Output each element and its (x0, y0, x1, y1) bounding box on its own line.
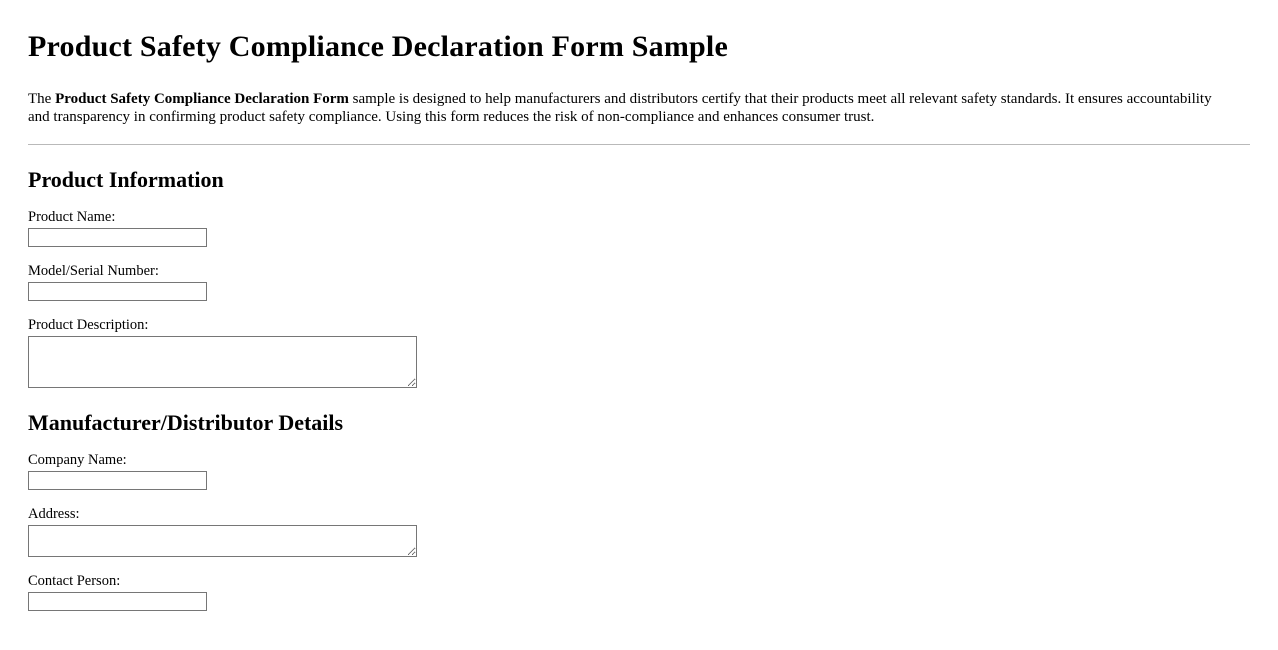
field-label-product-name: Product Name: (28, 209, 116, 225)
intro-text-before: The (28, 91, 56, 107)
product-name-input[interactable] (28, 228, 207, 247)
intro-paragraph (28, 90, 1228, 126)
field-product-description (28, 317, 1250, 388)
intro-text-after: sample is designed to help manufacturers and distributors certify that their products meet all relevant safety standards. It ensures accountability and transparency in confirming product safety compliance. Using this form reduces the risk of non-compliance and enhances consumer trust. (28, 91, 1212, 125)
field-product-name (28, 209, 1250, 247)
field-address (28, 506, 1250, 557)
company-name-input[interactable] (28, 471, 207, 490)
field-model-serial-number (28, 263, 1250, 301)
field-company-name (28, 452, 1250, 490)
page-title: Product Safety Compliance Declaration Form Sample (28, 30, 728, 63)
model-serial-number-input[interactable] (28, 282, 207, 301)
field-label-contact-person: Contact Person: (28, 573, 121, 589)
field-label-company-name: Company Name: (28, 452, 127, 468)
intro-text-bold: Product Safety Compliance Declaration Form (55, 91, 349, 107)
field-label-address: Address: (28, 506, 80, 522)
field-label-model-serial-number: Model/Serial Number: (28, 263, 159, 279)
section-heading-manufacturer-distributor-details: Manufacturer/Distributor Details (28, 410, 344, 435)
divider (28, 144, 1250, 145)
field-contact-person (28, 573, 1250, 611)
field-label-product-description: Product Description: (28, 317, 149, 333)
address-textarea[interactable] (28, 525, 417, 557)
contact-person-input[interactable] (28, 592, 207, 611)
section-heading-product-information: Product Information (28, 167, 224, 192)
product-description-textarea[interactable] (28, 336, 417, 388)
